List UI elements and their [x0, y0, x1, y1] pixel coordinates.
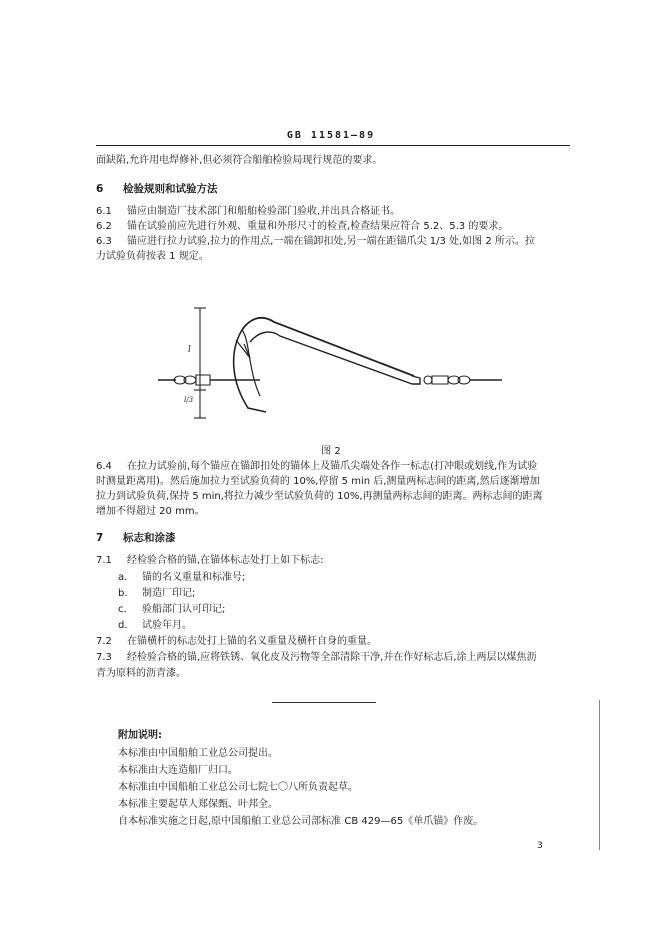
page-number: 3: [537, 841, 543, 851]
section-6-title: 检验规则和试验方法: [123, 183, 218, 195]
item-7-1: [96, 553, 324, 568]
section-7-title: 标志和涂漆: [123, 532, 176, 544]
item-7-3-line-1: [96, 650, 537, 665]
additional-notes-title: 附加说明:: [118, 730, 162, 741]
anchor-shank: [242, 318, 414, 376]
sub-item-d-letter: d.: [118, 620, 128, 631]
additional-note-1: 本标准由中国船舶工业总公司提出。: [118, 748, 278, 759]
item-7-2-number: 7.2: [96, 636, 112, 647]
additional-note-5: 自本标准实施之日起,原中国船舶工业总公司部标准 CB 429—65《单爪锚》作废。: [118, 816, 484, 827]
item-6-1-number: 6.1: [96, 206, 112, 217]
item-6-4-line-2: 时测量距离用)。然后施加拉力至试验负荷的 10%,停留 5 min 后,测量两标志间的距离,然后逐渐增加: [96, 476, 540, 487]
item-6-3-continuation: 力试验负荷按表 1 规定。: [96, 251, 209, 262]
sub-item-b-letter: b.: [118, 588, 128, 599]
additional-note-2: 本标准由大连造船厂归口。: [118, 765, 238, 776]
item-7-1-number: 7.1: [96, 555, 112, 566]
item-6-4-line-3: 拉力到试验负荷,保持 5 min,将拉力减少至试验负荷的 10%,再测量两标志间的距离。两标志间的距离: [96, 491, 543, 502]
item-6-4-text: 在拉力试验前,每个锚应在锚卸扣处的锚体上及锚爪尖端处各作一标志(打冲眼或划线,作为试验: [127, 461, 538, 472]
item-6-2-number: 6.2: [96, 221, 112, 232]
sub-item-c-text: 验船部门认可印记;: [142, 604, 226, 615]
sub-item-d-text: 试验年月。: [142, 620, 192, 631]
sub-item-d: [118, 618, 192, 633]
item-7-3-line-2: 青为原料的沥青漆。: [96, 668, 186, 679]
left-shackle: [196, 375, 210, 385]
sub-item-b: [118, 586, 195, 601]
standard-number-header: GB 11581—89: [286, 130, 376, 141]
sub-item-a: [118, 570, 245, 585]
item-7-2: [96, 634, 377, 649]
item-6-3-number: 6.3: [96, 236, 112, 247]
section-7-number: 7: [96, 532, 104, 544]
end-of-text-rule: [272, 702, 376, 703]
continuation-text: 面缺陷,允许用电焊修补,但必须符合船舶检验局现行规范的要求。: [96, 155, 383, 166]
section-6-heading: [96, 181, 218, 196]
item-6-1-text: 锚应由制造厂技术部门和船舶检验部门验收,并出具合格证书。: [127, 206, 401, 217]
sub-item-c: [118, 602, 225, 617]
item-6-4-number: 6.4: [96, 461, 112, 472]
scan-margin-line: [599, 700, 600, 850]
figure-caption: 图 2: [321, 446, 341, 457]
sub-item-a-text: 锚的名义重量和标准号;: [142, 572, 246, 583]
section-7-heading: [96, 530, 176, 545]
dimension-label-third: l/3: [184, 396, 194, 404]
item-6-3-text: 锚应进行拉力试验,拉力的作用点,一端在锚卸扣处,另一端在距锚爪尖 1/3 处,如图 2 所示。拉: [127, 236, 535, 247]
anchor-tensile-test-figure: [150, 300, 510, 422]
item-6-4-line-1: [96, 459, 537, 474]
dimension-label-l: l: [188, 345, 191, 355]
sub-item-b-text: 制造厂印记;: [142, 588, 196, 599]
sub-item-a-letter: a.: [118, 572, 128, 583]
item-7-3-number: 7.3: [96, 652, 112, 663]
header-divider: [96, 145, 570, 146]
sub-item-c-letter: c.: [118, 604, 127, 615]
item-6-2-text: 锚在试验前应先进行外观、重量和外形尺寸的检查,检查结果应符合 5.2、5.3 的要求。: [127, 221, 509, 232]
additional-note-4: 本标准主要起草人郑保甄、叶邦全。: [118, 799, 278, 810]
item-6-2: [96, 219, 508, 234]
additional-note-3: 本标准由中国船舶工业总公司七院七〇八所负责起草。: [118, 782, 358, 793]
item-7-1-text: 经检验合格的锚,在锚体标志处打上如下标志:: [127, 555, 324, 566]
item-6-3: [96, 234, 535, 249]
right-shackle: [432, 376, 448, 384]
item-6-4-line-4: 增加不得超过 20 mm。: [96, 506, 205, 517]
item-6-1: [96, 204, 400, 219]
item-7-2-text: 在锚横杆的标志处打上锚的名义重量及横杆自身的重量。: [127, 636, 377, 647]
item-7-3-text: 经检验合格的锚,应将铁锈、氧化皮及污物等全部清除干净,并在作好标志后,涂上两层以煤焦沥: [127, 652, 537, 663]
section-6-number: 6: [96, 183, 104, 195]
